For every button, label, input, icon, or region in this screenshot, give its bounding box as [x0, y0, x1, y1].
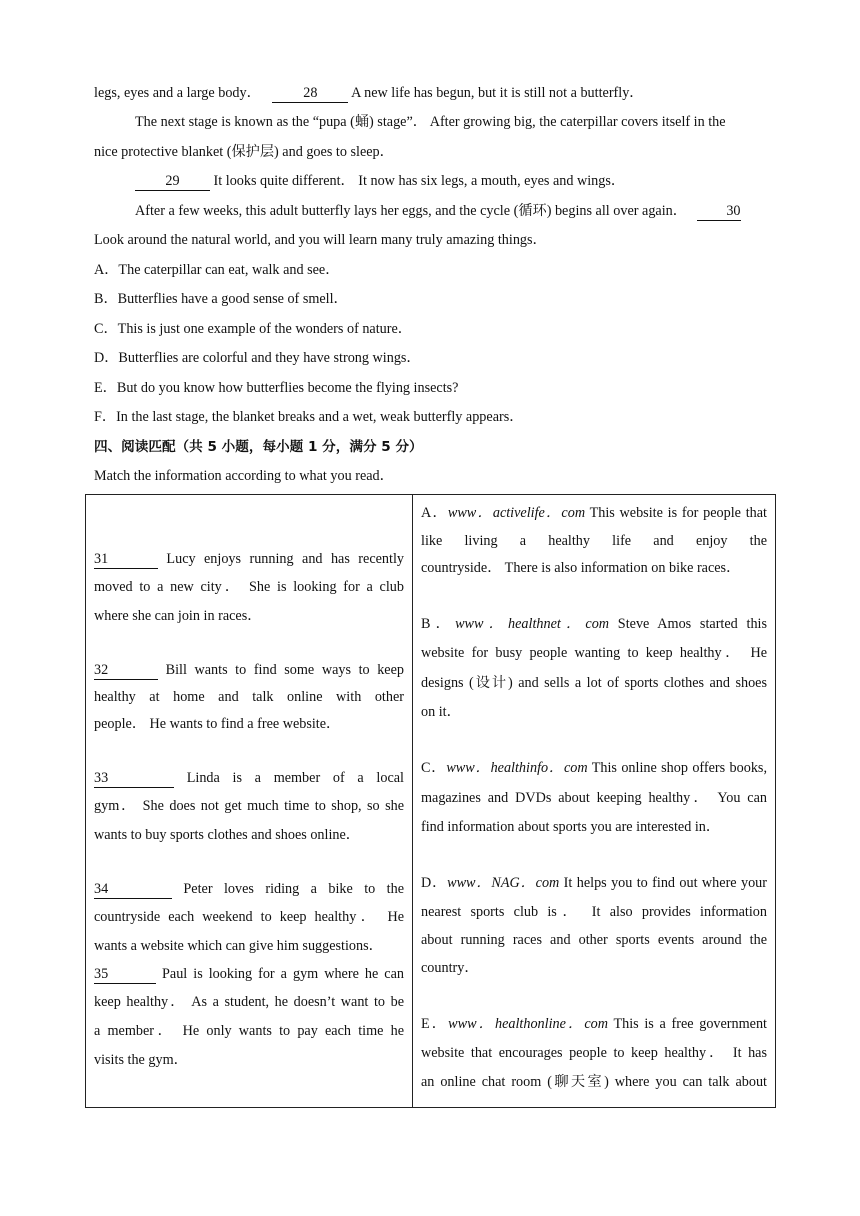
person-33-line-2: gym． She does not get much time to shop, so she [94, 798, 404, 814]
option-c: C．This is just one example of the wonders of nature． [94, 321, 412, 337]
person-35-line-4: visits the gym． [94, 1052, 188, 1068]
website-letter: B． [421, 616, 456, 632]
website-url: www．activelife．com [447, 505, 586, 521]
passage-line-2: The next stage is known as the “pupa (蛹) stage”． After growing big, the caterpillar covers itself in the [135, 114, 726, 130]
website-a-line-2: like living a healthy life and enjoy the [421, 533, 767, 549]
answer-blank-34[interactable]: 34 [94, 881, 172, 899]
website-d-line-2: nearest sports club is． It also provides information [421, 904, 767, 920]
person-text: Lucy enjoys running and has recently [158, 551, 404, 567]
answer-blank-31[interactable]: 31 [94, 551, 158, 569]
passage-text: After a few weeks, this adult butterfly lays her eggs, and the cycle (循环) begins all over again． [135, 203, 687, 219]
website-url: www．healthinfo．com [446, 760, 588, 776]
website-text: It helps you to find out where your [559, 875, 767, 891]
website-letter: D． [421, 875, 448, 891]
person-31-line-3: where she can join in races． [94, 608, 262, 624]
passage-line-6: Look around the natural world, and you will learn many truly amazing things． [94, 232, 547, 248]
website-e-line-3: an online chat room (聊天室) where you can talk about [421, 1074, 767, 1090]
answer-blank-29[interactable]: 29 [135, 173, 210, 191]
answer-blank-32[interactable]: 32 [94, 662, 158, 680]
passage-line-5 [135, 201, 741, 221]
website-b-line-4: on it． [421, 704, 461, 720]
section-heading: 四、阅读匹配（共 5 小题，每小题 1 分，满分 5 分） [94, 439, 423, 455]
passage-text: A new life has begun, but it is still not a butterfly． [351, 85, 644, 101]
option-a: A．The caterpillar can eat, walk and see． [94, 262, 340, 278]
person-33-line-3: wants to buy sports clothes and shoes online． [94, 827, 360, 843]
website-letter: A． [421, 505, 448, 521]
person-34-line-3: wants a website which can give him suggestions． [94, 938, 383, 954]
website-letter: E． [421, 1016, 449, 1032]
person-32-line-1 [94, 656, 404, 685]
option-b: B．Butterflies have a good sense of smell． [94, 291, 348, 307]
website-text: Steve Amos started this [609, 616, 767, 632]
person-34-line-2: countryside each weekend to keep healthy． He [94, 909, 404, 925]
websites-column [413, 495, 776, 1108]
website-b-line-2: website for busy people wanting to keep healthy． He [421, 645, 767, 661]
website-letter: C． [421, 760, 447, 776]
person-31-line-1 [94, 545, 404, 574]
person-34-line-1 [94, 875, 404, 904]
website-b-line-1 [421, 610, 767, 639]
person-32-line-2: healthy at home and talk online with other [94, 689, 404, 705]
person-31-line-2: moved to a new city． She is looking for a club [94, 579, 404, 595]
person-text: Paul is looking for a gym where he can [156, 966, 404, 982]
website-text: This website is for people that [585, 505, 767, 521]
option-f: F．In the last stage, the blanket breaks and a wet, weak butterfly appears． [94, 409, 524, 425]
website-text: This online shop offers books, [587, 760, 767, 776]
option-e: E．But do you know how butterflies become the flying insects? [94, 380, 459, 396]
passage-line-3: nice protective blanket (保护层) and goes to sleep． [94, 144, 394, 160]
person-text: Peter loves riding a bike to the [172, 881, 404, 897]
person-33-line-1 [94, 764, 404, 793]
passage-line-4 [135, 171, 625, 191]
website-url: www．NAG．com [447, 875, 560, 891]
person-35-line-3: a member． He only wants to pay each time he [94, 1023, 404, 1039]
website-d-line-4: country． [421, 960, 479, 976]
website-c-line-2: magazines and DVDs about keeping healthy． You can [421, 790, 767, 806]
website-d-line-1 [421, 869, 767, 898]
website-d-line-3: about running races and other sports events around the [421, 932, 767, 948]
website-url: www．healthnet．com [455, 616, 610, 632]
person-text: Linda is a member of a local [174, 770, 404, 786]
answer-blank-33[interactable]: 33 [94, 770, 174, 788]
passage-text: It looks quite different． It now has six legs, a mouth, eyes and wings． [213, 173, 626, 189]
website-a-line-3: countryside． There is also information on bike races． [421, 560, 741, 576]
answer-blank-30[interactable]: 30 [697, 203, 741, 221]
website-c-line-1 [421, 754, 767, 783]
passage-line-1 [94, 83, 644, 103]
website-e-line-1 [421, 1010, 767, 1039]
people-column [86, 495, 413, 1108]
website-e-line-2: website that encourages people to keep healthy． It has [421, 1045, 767, 1061]
answer-blank-35[interactable]: 35 [94, 966, 156, 984]
answer-blank-28[interactable]: 28 [272, 85, 348, 103]
person-32-line-3: people． He wants to find a free website． [94, 716, 341, 732]
option-d: D．Butterflies are colorful and they have strong wings． [94, 350, 421, 366]
website-text: This is a free government [608, 1016, 767, 1032]
website-c-line-3: find information about sports you are interested in． [421, 819, 721, 835]
person-35-line-1 [94, 960, 404, 989]
website-b-line-3: designs (设计) and sells a lot of sports clothes and shoes [421, 675, 767, 691]
passage-text: legs, eyes and a large body． [94, 85, 261, 101]
website-url: www．healthonline．com [448, 1016, 609, 1032]
section-instruction: Match the information according to what you read． [94, 468, 394, 484]
person-text: Bill wants to find some ways to keep [158, 662, 404, 678]
matching-table [85, 494, 776, 1108]
person-35-line-2: keep healthy． As a student, he doesn’t want to be [94, 994, 404, 1010]
website-a-line-1 [421, 499, 767, 528]
